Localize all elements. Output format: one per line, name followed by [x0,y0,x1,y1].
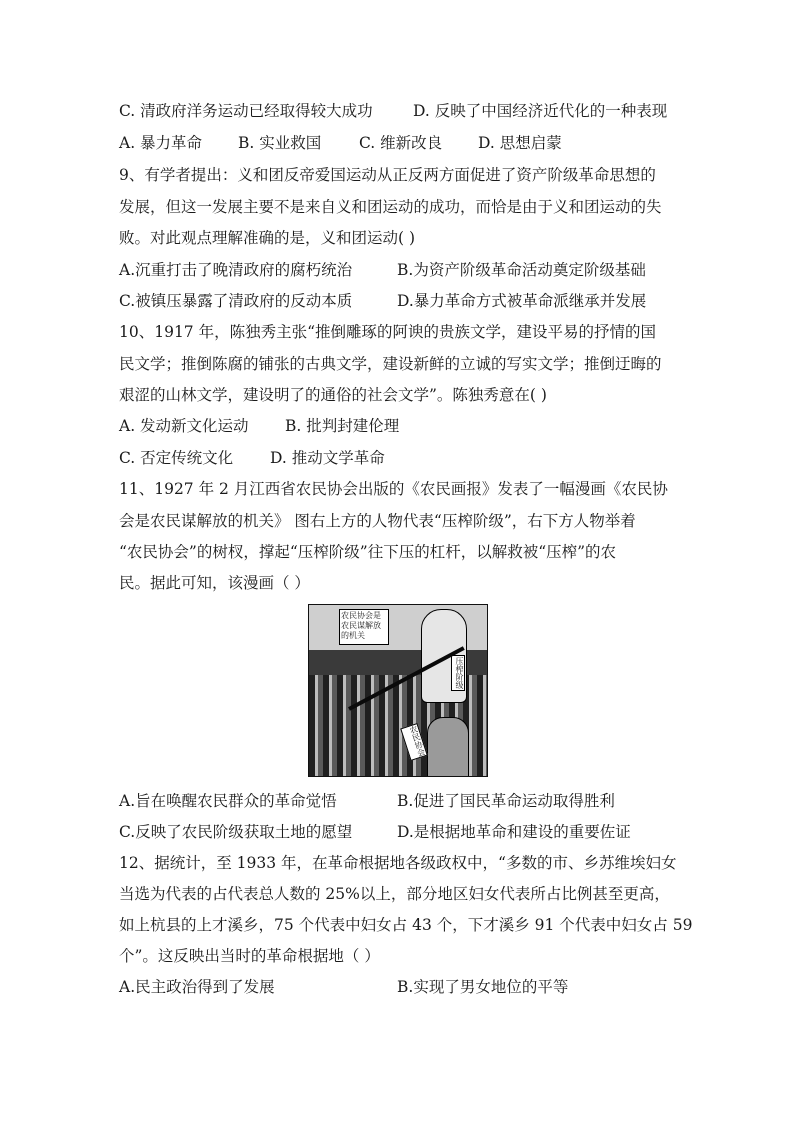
q10-option-c: C. 否定传统文化 [119,449,234,467]
q8b-option-c: C. 维新改良 [359,134,443,152]
q10-option-a: A. 发动新文化运动 [119,417,249,435]
q12-option-a: A.民主政治得到了发展 [119,978,275,996]
q9-option-b: B.为资产阶级革命活动奠定阶级基础 [397,261,646,279]
cartoon-sign: 农民协会是农民谋解放的机关 [339,609,389,645]
q9-option-d: D.暴力革命方式被革命派继承并发展 [397,292,647,310]
q9-stem-line-2: 发展，但这一发展主要不是来自义和团运动的成功，而恰是由于义和团运动的失 [119,198,662,216]
cartoon-peasant-label: 农民协会 [400,723,428,761]
q10-stem-line-3: 艰涩的山林文学，建设明了的通俗的社会文学”。陈独秀意在( ) [119,386,547,404]
q12-stem-line-2: 当选为代表的占代表总人数的 25%以上，部分地区妇女代表所占比例甚至更高， [119,885,670,903]
q11-stem-line-1: 11、1927 年 2 月江西省农民协会出版的《农民画报》发表了一幅漫画《农民协 [119,480,668,498]
cartoon-oppressor-label: 压榨阶级 [451,655,465,691]
cartoon-peasant-figure [427,717,469,777]
q10-option-d: D. 推动文学革命 [270,449,385,467]
q12-stem-line-3: 如上杭县的上才溪乡，75 个代表中妇女占 43 个，下才溪乡 91 个代表中妇女占 59 [119,916,693,934]
q11-stem-line-4: 民。据此可知，该漫画（ ） [119,574,310,592]
q9-stem-line-3: 败。对此观点理解准确的是，义和团运动( ) [119,229,416,247]
q9-option-c: C.被镇压暴露了清政府的反动本质 [119,292,353,310]
q8b-option-d: D. 思想启蒙 [478,134,562,152]
q8b-options-row [119,133,679,153]
q9-options-row-cd [119,291,679,311]
q10-options-row-ab [119,416,679,436]
q9-stem-line-1: 9、有学者提出：义和团反帝爱国运动从正反两方面促进了资产阶级革命思想的 [119,166,656,184]
q8-option-c: C. 清政府洋务运动已经取得较大成功 [119,102,373,120]
q8b-option-b: B. 实业救国 [238,134,322,152]
q9-options-row-ab [119,260,679,280]
q12-options-row-ab [119,977,679,997]
q11-option-a: A.旨在唤醒农民群众的革命觉悟 [119,792,337,810]
q10-option-b: B. 批判封建伦理 [285,417,400,435]
q11-option-d: D.是根据地革命和建设的重要佐证 [397,823,631,841]
q12-option-b: B.实现了男女地位的平等 [397,978,569,996]
q10-options-row-cd [119,448,679,468]
q8-options-row-cd [119,101,679,121]
q8b-option-a: A. 暴力革命 [119,134,203,152]
q11-option-c: C.反映了农民阶级获取土地的愿望 [119,823,353,841]
cartoon-image [308,604,488,777]
q8-option-d: D. 反映了中国经济近代化的一种表现 [413,102,668,120]
q10-stem-line-1: 10、1917 年，陈独秀主张“推倒雕琢的阿谀的贵族文学，建设平易的抒情的国 [119,323,657,341]
q12-stem-line-1: 12、据统计，至 1933 年，在革命根据地各级政权中，“多数的市、乡苏维埃妇女 [119,854,677,872]
q10-stem-line-2: 民文学；推倒陈腐的铺张的古典文学，建设新鲜的立诚的写实文学；推倒迂晦的 [119,355,662,373]
q11-options-row-cd [119,822,679,842]
q11-option-b: B.促进了国民革命运动取得胜利 [397,792,615,810]
q11-options-row-ab [119,791,679,811]
q11-stem-line-2: 会是农民谋解放的机关》 图右上方的人物代表“压榨阶级”，右下方人物举着 [119,512,636,530]
q11-stem-line-3: “农民协会”的树杈，撑起“压榨阶级”往下压的杠杆，以解救被“压榨”的农 [119,543,617,561]
q9-option-a: A.沉重打击了晚清政府的腐朽统治 [119,261,353,279]
q12-stem-line-4: 个”。这反映出当时的革命根据地（ ） [119,947,380,965]
